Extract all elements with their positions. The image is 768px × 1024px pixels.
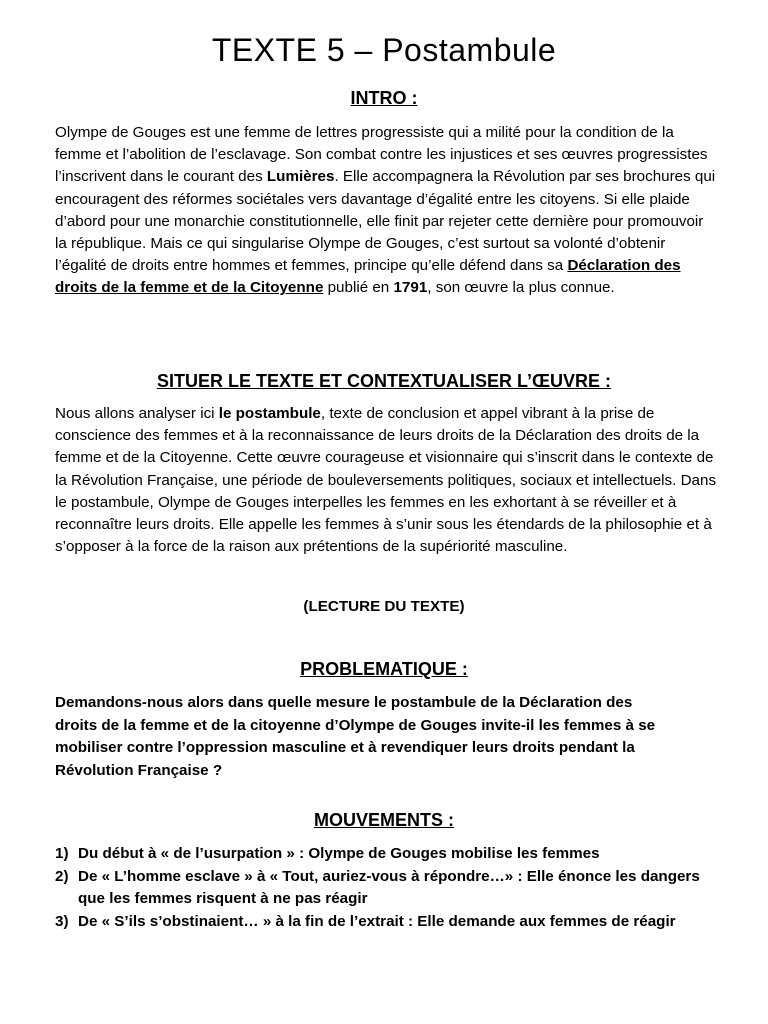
- mouvements-heading-text: MOUVEMENTS :: [313, 810, 454, 830]
- situer-heading-text: SITUER LE TEXTE ET CONTEXTUALISER L’ŒUVRE :: [156, 371, 612, 391]
- page-title: TEXTE 5 – Postambule: [211, 32, 557, 68]
- problematique-heading-text: PROBLEMATIQUE :: [300, 659, 468, 679]
- problematique-text: Demandons-nous alors dans quelle mesure le postambule de la Déclaration des droits de la femme et de la citoyenne d’Olympe de Gouges invite-il les femmes à se mobiliser contre l’oppression masculine et à revendiquer leurs droits pendant la Révolution Française ?: [55, 694, 656, 779]
- intro-text-4: , son œuvre la plus connue.: [427, 279, 615, 297]
- intro-heading: [0, 86, 768, 110]
- list-item-text: De « L’homme esclave » à « Tout, auriez-vous à répondre…» : Elle énonce les dangers que les femmes risquent à ne pas réagir: [78, 867, 700, 907]
- intro-bold-lumieres: Lumières: [266, 168, 335, 186]
- lecture-label: (LECTURE DU TEXTE): [303, 598, 465, 615]
- mouvements-list: [55, 843, 715, 933]
- intro-bold-year: 1791: [393, 279, 428, 297]
- situer-bold-postambule: le postambule: [218, 405, 321, 422]
- problematique-heading: [0, 657, 768, 681]
- list-item-text: Du début à « de l’usurpation » : Olympe de Gouges mobilise les femmes: [78, 845, 600, 862]
- list-item-number: 1): [55, 845, 69, 862]
- list-item: [55, 843, 715, 866]
- mouvements-heading: [0, 808, 768, 832]
- list-item: [55, 911, 715, 934]
- list-item: [55, 866, 715, 911]
- list-item-number: 2): [55, 867, 69, 885]
- situer-paragraph: [55, 403, 717, 558]
- intro-text-1: Olympe de Gouges est une femme de lettres progressiste qui a milité pour la condition de la femme et l’abolition de l’esclavage. Son combat contre les injustices et ses œuvres progressistes l’inscrivent dans le courant des: [55, 124, 708, 186]
- intro-text-3: publié en: [323, 279, 394, 297]
- list-item-text: De « S’ils s’obstinaient… » à la fin de l’extrait : Elle demande aux femmes de réagir: [78, 912, 676, 930]
- situer-heading: [0, 369, 768, 393]
- situer-text-1: Nous allons analyser ici: [55, 405, 219, 422]
- situer-text-2: , texte de conclusion et appel vibrant à la prise de conscience des femmes et à la reconnaissance de leurs droits de la Déclaration des droits de la femme et de la Citoyenne. Cette œuvre courageuse et visionnaire qui s’inscrit dans le contexte de la Révolution Française, une période de bouleversements politiques, sociaux et intellectuels. Dans le postambule, Olympe de Gouges interpelles les femmes en les exhortant à se réveiller et à reconnaître leurs droits. Elle appelle les femmes à s’unir sous les étendards de la philosophie et à s’opposer à la force de la raison aux prétentions de la supériorité masculine.: [55, 405, 717, 556]
- intro-text-2: . Elle accompagnera la Révolution par ses brochures qui encouragent des réformes sociétales vers davantage d’égalité entre les citoyens. Si elle plaide d’abord pour une monarchie constitutionnelle, elle finit par rejeter cette dernière pour promouvoir la république. Mais ce qui singularise Olympe de Gouges, c’est surtout sa volonté d’obtenir l’égalité de droits entre hommes et femmes, principe qu’elle défend dans sa: [55, 168, 716, 275]
- list-item-number: 3): [55, 912, 69, 930]
- intro-heading-text: INTRO :: [350, 88, 418, 108]
- intro-declaration-title: Déclaration des droits de la femme et de la Citoyenne: [55, 257, 681, 297]
- intro-paragraph: [55, 122, 717, 300]
